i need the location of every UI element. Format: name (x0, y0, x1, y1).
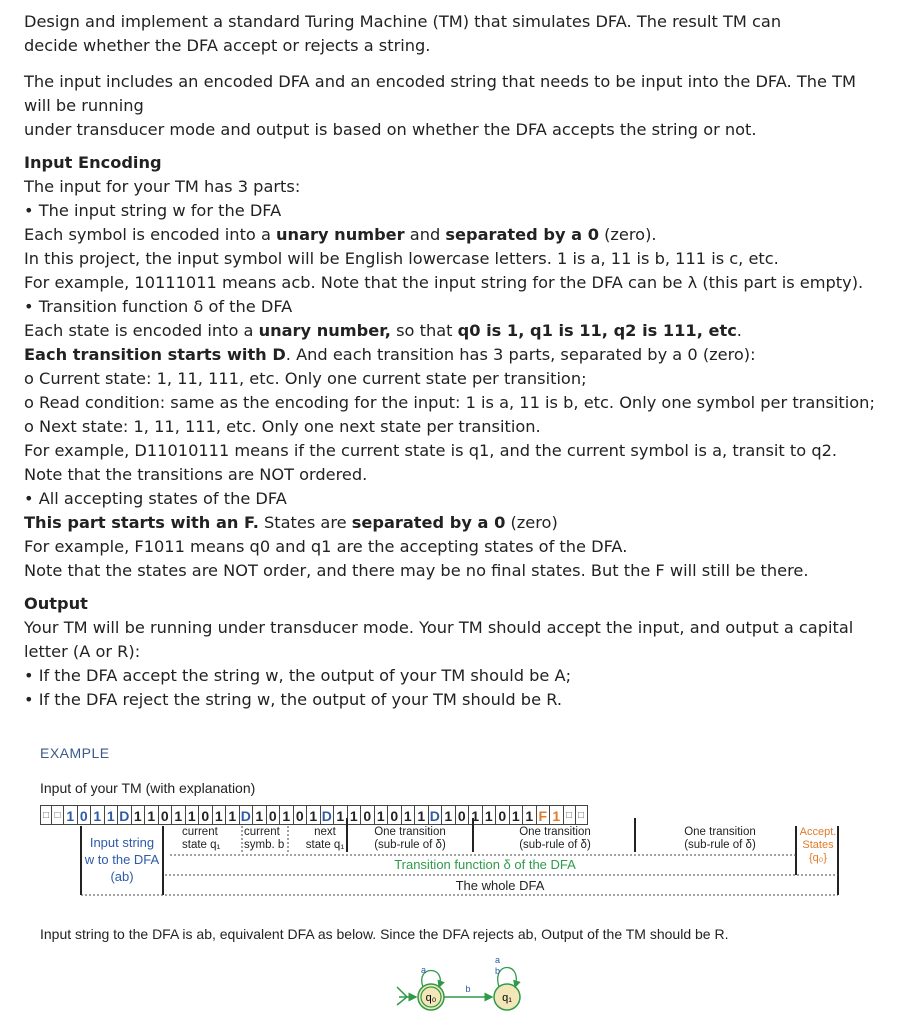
label-current-state: current state q₁ (182, 826, 221, 851)
enc-line-2: • The input string w for the DFA (24, 201, 282, 220)
enc-line-14: • All accepting states of the DFA (24, 489, 287, 508)
output-line-4: • If the DFA reject the string w, the output of your TM should be R. (24, 690, 563, 709)
tape-cell: 1 (132, 805, 146, 825)
label-accept-states: Accept. States {q₀} (799, 826, 837, 864)
tape-cell: 1 (442, 805, 456, 825)
output-line-1: Your TM will be running under transducer mode. Your TM should accept the input, and output a capital (24, 618, 854, 637)
label-transition-1: One transition (sub-rule of δ) (374, 826, 446, 851)
tape-cell: D (429, 805, 443, 825)
tape-cell: □ (564, 805, 576, 825)
tape-cell: □ (40, 805, 52, 825)
encoding-heading: Input Encoding (24, 153, 162, 172)
tape-cell: □ (52, 805, 64, 825)
tape-cell: □ (576, 805, 588, 825)
label-next-state: next state q₁ (305, 826, 345, 851)
tape-cell: D (118, 805, 132, 825)
conclusion-text: Input string to the DFA is ab, equivalent DFA as below. Since the DFA rejects ab, Output of the TM should be R. (40, 926, 729, 942)
label-input-string: Input string w to the DFA (ab) (84, 835, 160, 884)
output-heading: Output (24, 594, 88, 613)
start-arrow (397, 987, 407, 1005)
enc-line-16: For example, F1011 means q0 and q1 are the accepting states of the DFA. (24, 537, 628, 556)
edge-q0-q1-label: b (465, 984, 471, 994)
enc-line-17: Note that the states are NOT order, and there may be no final states. But the F will still be there. (24, 561, 809, 580)
tape-cell: 1 (375, 805, 389, 825)
tape-cell: 0 (456, 805, 470, 825)
intro-line-3: The input includes an encoded DFA and an encoded string that needs to be input into the DFA. The TM (24, 72, 856, 91)
tape-cell: 1 (483, 805, 497, 825)
label-current-symb: current symb. b (244, 826, 285, 851)
tape-cell: D (321, 805, 335, 825)
tape-cell: 1 (469, 805, 483, 825)
tape-cell: D (240, 805, 254, 825)
tape-cell: 1 (105, 805, 119, 825)
tape-cell: 1 (172, 805, 186, 825)
enc-line-6: • Transition function δ of the DFA (24, 297, 293, 316)
enc-line-12: For example, D11010111 means if the current state is q1, and the current symbol is a, transit to q2. (24, 441, 838, 460)
tape-cell: 0 (294, 805, 308, 825)
tape-cell: 0 (78, 805, 92, 825)
tape-cell: 1 (334, 805, 348, 825)
tape-cell: 1 (523, 805, 537, 825)
enc-line-3: Each symbol is encoded into a unary number and separated by a 0 (zero). (24, 225, 657, 244)
tape-cell: 1 (402, 805, 416, 825)
enc-line-7: Each state is encoded into a unary number, so that q0 is 1, q1 is 11, q2 is 111, etc. (24, 321, 742, 340)
output-line-3: • If the DFA accept the string w, the output of your TM should be A; (24, 666, 572, 685)
output-line-2: letter (A or R): (24, 642, 141, 661)
tape-cell: 1 (253, 805, 267, 825)
q1-label: q₁ (502, 992, 512, 1004)
tape-cell: 1 (510, 805, 524, 825)
tape-cell: 0 (388, 805, 402, 825)
intro-line-5: under transducer mode and output is based on whether the DFA accepts the string or not. (24, 120, 757, 139)
q0-loop-label: a (421, 965, 427, 975)
tape-cell: 1 (64, 805, 78, 825)
tape-cell: 0 (496, 805, 510, 825)
q1-loop-label-a: a (495, 955, 501, 965)
enc-line-11: o Next state: 1, 11, 111, etc. Only one next state per transition. (24, 417, 541, 436)
enc-line-5: For example, 10111011 means acb. Note that the input string for the DFA can be λ (this part is empty). (24, 273, 864, 292)
example-heading: EXAMPLE (40, 745, 110, 761)
tape-cell: F (537, 805, 551, 825)
tape-cell: 1 (213, 805, 227, 825)
tape-cell: 0 (159, 805, 173, 825)
q1-loop-label-b: b (495, 966, 501, 976)
tape-cell: 1 (307, 805, 321, 825)
tape-cell: 0 (361, 805, 375, 825)
q0-label: q₀ (425, 992, 437, 1004)
example-subheading: Input of your TM (with explanation) (40, 780, 256, 796)
enc-line-10: o Read condition: same as the encoding for the input: 1 is a, 11 is b, etc. Only one symbol per transition; (24, 393, 875, 412)
tape-cell: 1 (186, 805, 200, 825)
label-whole-dfa: The whole DFA (455, 878, 545, 893)
dfa-diagram (395, 955, 535, 1020)
enc-line-4: In this project, the input symbol will be English lowercase letters. 1 is a, 11 is b, 111 is c, etc. (24, 249, 779, 268)
tape-cell: 1 (280, 805, 294, 825)
tape-cell: 1 (348, 805, 362, 825)
tape-cell: 1 (415, 805, 429, 825)
tape-cell: 1 (91, 805, 105, 825)
intro-line-2: decide whether the DFA accept or rejects a string. (24, 36, 431, 55)
tape-cell: 0 (199, 805, 213, 825)
enc-line-9: o Current state: 1, 11, 111, etc. Only one current state per transition; (24, 369, 587, 388)
label-transition-3: One transition (sub-rule of δ) (684, 826, 756, 851)
label-transition-2: One transition (sub-rule of δ) (519, 826, 591, 851)
tape-cell: 1 (550, 805, 564, 825)
enc-line-13: Note that the transitions are NOT ordered. (24, 465, 368, 484)
enc-line-8: Each transition starts with D. And each transition has 3 parts, separated by a 0 (zero): (24, 345, 756, 364)
tape-cell: 0 (267, 805, 281, 825)
tape-cell: 1 (145, 805, 159, 825)
tape-cell: 1 (226, 805, 240, 825)
label-transition-function: Transition function δ of the DFA (394, 857, 576, 872)
enc-line-15: This part starts with an F. States are separated by a 0 (zero) (24, 513, 558, 532)
intro-line-4: will be running (24, 96, 144, 115)
intro-line-1: Design and implement a standard Turing Machine (TM) that simulates DFA. The result TM can (24, 12, 782, 31)
enc-line-1: The input for your TM has 3 parts: (24, 177, 301, 196)
